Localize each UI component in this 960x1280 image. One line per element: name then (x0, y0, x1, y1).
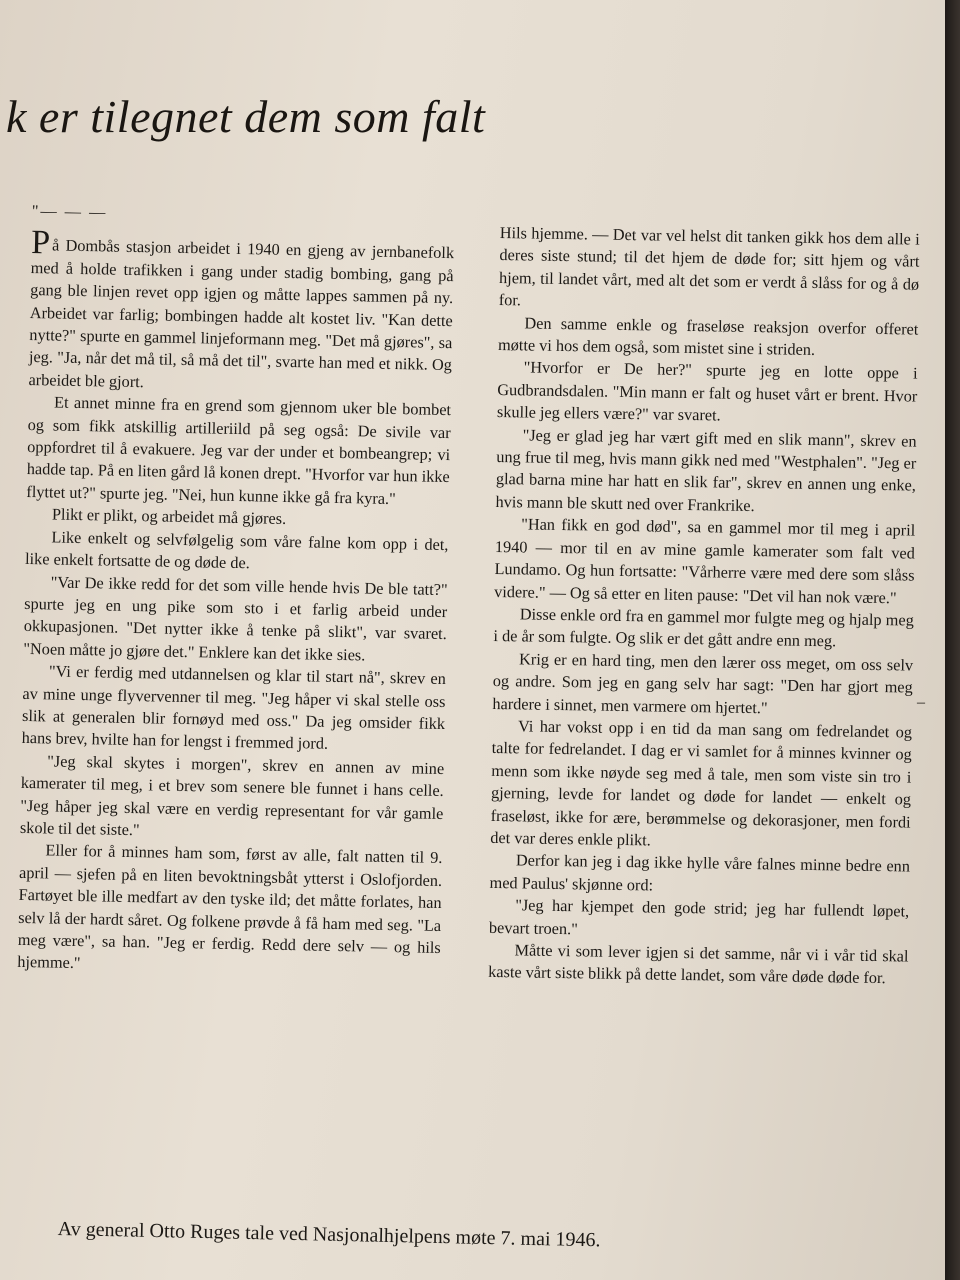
paragraph: Krig er en hard ting, men den lærer oss meget, om oss selv og andre. Som jeg en gang selv har sagt: "Den har gjort meg hardere i sinnet, men varmere om hjertet." (492, 649, 914, 717)
paragraph: "Jeg er glad jeg har vært gift med en slik mann", skrev en ung frue til meg, hvis mann gikk ned med "Westphalen". "Jeg er glad barna mine har hatt en slik far", skrev en annen ung enke, hvis mann ble skutt ned over Frankrike. (495, 425, 917, 515)
paragraph: Den samme enkle og fraseløse reaksjon overfor offeret møtte vi hos dem også, som mistet sine i striden. (497, 313, 919, 359)
paragraph: Plikt er plikt, og arbeidet må gjøres. (51, 504, 287, 529)
paragraph: "Jeg har kjempet den gode strid; jeg har fullendt løpet, bevart troen." (488, 895, 910, 938)
paragraph: Like enkelt og selvfølgelig som våre falne kom opp i det, like enkelt fortsatte de og døde de. (24, 527, 449, 573)
paragraph: Et annet minne fra en grend som gjennom uker ble bombet og som fikk atskillig artilleriild på seg også: De sivile var oppfordret til å evakuere. Jeg var der under et bombeangrep; vi hadde tap. På en liten gård lå konen drept. "Hvorfor var hun ikke flyttet ut?" spurte jeg. "Nei, hun kunne ikke gå fra kyra." (26, 392, 452, 508)
left-column (17, 200, 455, 982)
page-edge-shadow (945, 0, 960, 1280)
right-column (488, 222, 920, 990)
paragraph: Måtte vi som lever igjen si det samme, når vi i vår tid skal kaste vårt siste blikk på dette landet, som våre døde døde for. (488, 940, 909, 988)
paragraph: "Jeg skal skytes i morgen", skrev en annen av mine kamerater til meg, i et brev som senere ble funnet i hans celle. "Jeg håper jeg skal være en verdig representant for vår gamle skole til det siste." (19, 751, 445, 840)
paragraph: "Var De ikke redd for det som ville hende hvis De ble tatt?" spurte jeg en ung pike som sto i et farlig arbeid under okkupasjonen. "Det nytter ikke å tenke på slikt", var svaret. "Noen måtte jo gjøre det." Enklere kan det ikke sies. (23, 571, 448, 665)
paragraph: På Dombås stasjon arbeidet i 1940 en gjeng av jernbanefolk med å holde trafikken i gang under stadig bombing, gang på gang ble linjen revet opp igjen og måtte lappes sammen på ny. Arbeidet var farlig; bombingen hadde alt kostet liv. "Kan dette nytte?" spurte en gammel linjeformann meg. "Det må gjøres", sa jeg. "Ja, når det må til, så må det til", svarte han med et nikk. Og arbeidet ble gjort. (28, 224, 455, 392)
drop-cap: P (30, 224, 51, 262)
paragraph: "Hvorfor er De her?" spurte jeg en lotte oppe i Gudbrandsdalen. "Min mann er falt og huset vårt er brent. Hvor skulle jeg ellers være?" var svaret. (496, 357, 918, 425)
page-title: k er tilegnet dem som falt (6, 91, 486, 142)
paragraph: Disse enkle ord fra en gammel mor fulgte meg og hjalp meg i de år som fulgte. Og slik er det gått andre enn meg. (493, 604, 914, 651)
paragraph: Hils hjemme. — Det var vel helst dit tanken gikk hos dem alle i deres siste stund; til det hjem de døde for; sitt hjem og vårt hjem, til landet vårt, med alt det som er verdt å slåss for og å dø for. (498, 222, 920, 310)
margin-dash: – (917, 694, 925, 711)
source-attribution: Av general Otto Ruges tale ved Nasjonalhjelpens møte 7. mai 1946. (57, 1218, 601, 1252)
paragraph: Derfor kan jeg i dag ikke hylle våre falnes minne bedre enn med Paulus' skjønne ord: (489, 850, 911, 895)
paragraph: "Vi er ferdig med utdannelsen og klar til start nå", skrev en av mine unge flyvervenner til meg. "Jeg håper vi skal stelle oss slik at generalen blir fornøyd med oss." Da jeg omsider fikk hans brev, hvilte han for lengst i fremmed jord. (21, 661, 447, 754)
paragraph: Eller for å minnes ham som, først av alle, falt natten til 9. april — sjefen på en liten bevoktningsbåt ytterst i Oslofjorden. Fartøyet ble ille medfart av den tyske ild; det måtte forlates, han selv lå der hardt såret. Og folkene prøvde å få ham med seg. "La meg være", sa han. "Jeg er ferdig. Redd dere selv — og hils hjemme." (17, 840, 443, 973)
paragraph: Vi har vokst opp i en tid da man sang om fedrelandet og talte for fedrelandet. I dag er vi samlet for å minnes kvinner og menn som ikke nøyde seg med å tale, men som viste sin tro i gjerning, levde for landet og døde for landet — enkelt og fraseløst, ikke for ære, berømmelse og dekorasjoner, men fordi det var deres enkle plikt. (490, 716, 913, 850)
opening-quote: "— — — (31, 200, 108, 222)
paragraph: "Han fikk en god død", sa en gammel mor til meg i april 1940 — mor til en av mine gamle kamerater som falt ved Lundamo. Og hun fortsatte: "Vårherre være med dere som slåss videre." — Og så etter en liten pause: "Det vil han nok være." (494, 514, 916, 607)
